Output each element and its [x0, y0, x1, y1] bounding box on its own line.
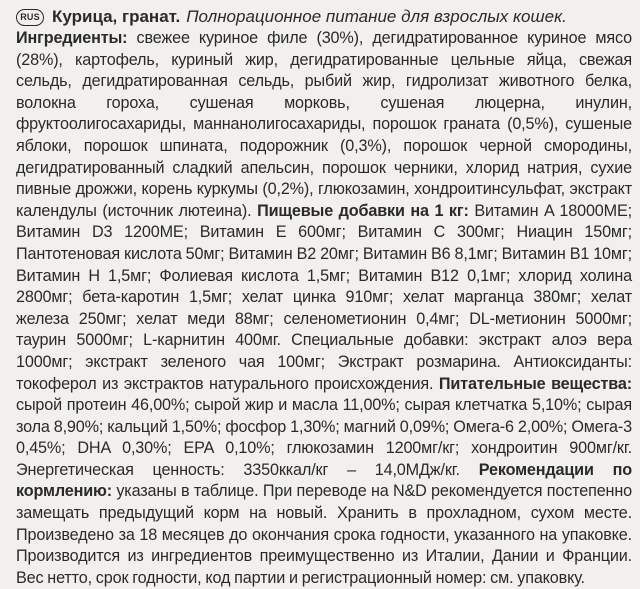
label-body [16, 28, 632, 589]
additives-section [16, 202, 632, 393]
product-subtitle: Полнорационное питание для взрослых кошек. [186, 7, 567, 26]
label-header [16, 6, 632, 28]
feeding-text: указаны в таблице. При переводе на N&D рекомендуется постепенно замещать предыдущий корм на новый. Хранить в прохладном, сухом месте. Произведено за 18 месяцев до окончания срока годности, указанного на упаковке. Производится из ингредиентов преимущественно из Италии, Дании и Франции. Вес нетто, срок годности, код партии и регистрационный номер: см. упаковку. [16, 482, 632, 587]
language-badge: RUS [16, 9, 44, 26]
ingredients-heading: Ингредиенты: [16, 29, 128, 47]
nutrients-heading: Питательные вещества: [438, 374, 632, 393]
feeding-heading: Рекомендации по кормлению: [16, 460, 632, 501]
ingredients-text: свежее куриное филе (30%), дегидратированное куриное мясо (28%), картофель, куриный жир, дегидратированные цельные яйца, свежая сельдь, дегидратированная сельдь, рыбий жир, гидролизат животного белка, волокна гороха, сушеная морковь, сушеная люцерна, инулин, фруктоолигосахариды, маннанолигосахариды, порошок граната (0,5%), сушеные яблоки, порошок шпината, подорожник (0,3%), порошок черной смородины, дегидратированный сладкий апельсин, порошок черники, хлорид натрия, сухие пивные дрожжи, корень куркумы (0,2%), глюкозамин, хондроитинсульфат, экстракт календулы (источник лютеина). [16, 29, 632, 220]
feeding-section [16, 461, 632, 587]
ingredients-section [16, 29, 632, 220]
additives-heading: Пищевые добавки на 1 кг: [257, 201, 469, 220]
product-title: Курица, гранат. [52, 7, 181, 26]
nutrients-text: сырой протеин 46,00%; сырой жир и масла 11,00%; сырая клетчатка 5,10%; сырая зола 8,90%; кальций 1,50%; фосфор 1,30%; магний 0,09%; Омега-6 2,00%; Омега-3 0,45%; DHA 0,30%; EPA 0,10%; глюкозамин 1200мг/кг; хондроитин 900мг/кг. Энергетическая ценность: 3350ккал/кг – 14,0МДж/кг. [16, 396, 632, 479]
additives-text: Витамин A 18000МЕ; Витамин D3 1200МЕ; Витамин E 600мг; Витамин C 300мг; Ниацин 150мг; Пантотеновая кислота 50мг; Витамин B2 20мг; Витамин B6 8,1мг; Витамин B1 10мг; Витамин H 1,5мг; Фолиевая кислота 1,5мг; Витамин B12 0,1мг; хлорид холина 2800мг; бета-каротин 1,5мг; хелат цинка 910мг; хелат марганца 380мг; хелат железа 250мг; хелат меди 88мг; селенометионин 0,4мг; DL-метионин 5000мг; таурин 5000мг; L-карнитин 400мг. Специальные добавки: экстракт алоэ вера 1000мг; экстракт зеленого чая 100мг; Экстракт розмарина. Антиоксиданты: токоферол из экстрактов натурального происхождения. [16, 201, 632, 393]
